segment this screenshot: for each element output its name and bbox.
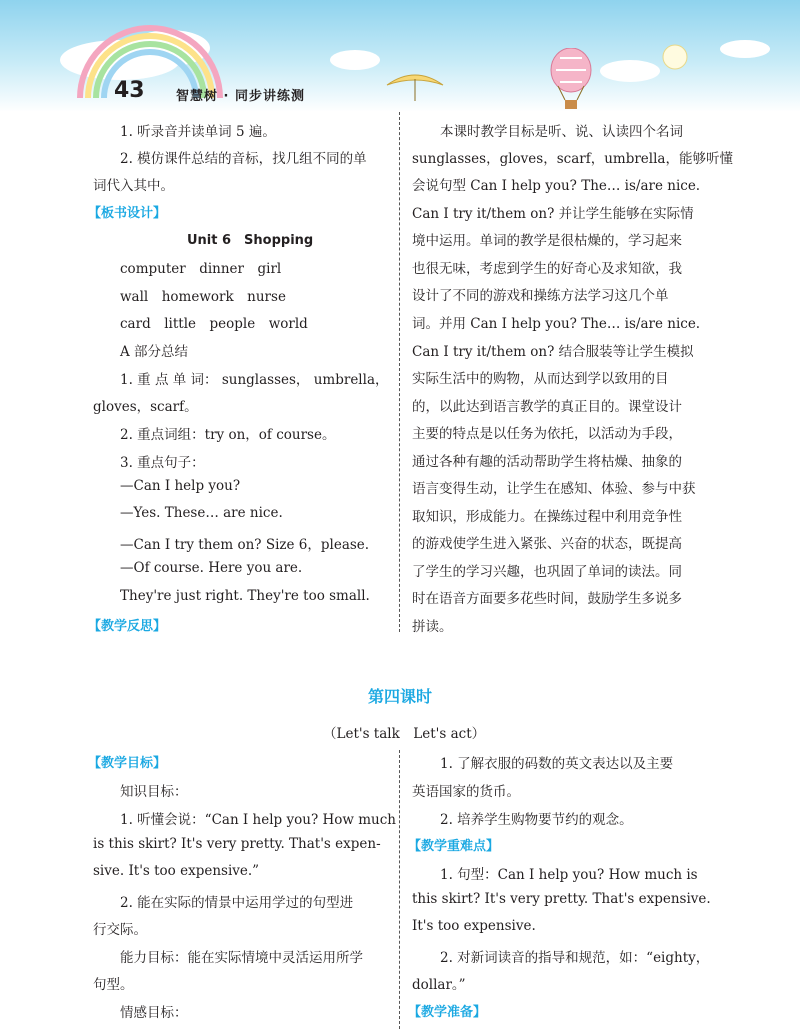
homework-item: 词代入其中。 [93,178,174,194]
key-sentence: —Can I help you? [120,478,241,494]
reflection-line: 会说句型 Can I help you? The… is/are nice. [412,178,701,194]
cloud-decoration [600,60,660,82]
page-number: 43 [114,78,145,103]
goal-line: 2. 能在实际的情景中运用学过的句型进 [120,895,354,911]
reflection-line: 词。并用 Can I help you? The… is/are nice. [412,316,701,332]
reflection-line: 主要的特点是以任务为依托，以活动为手段， [412,426,682,442]
goal-line: 1. 了解衣服的码数的英文表达以及主要 [440,756,674,772]
reflection-line: 语言变得生动，让学生在感知、体验、参与中获 [412,481,696,497]
key-words: 1. 重 点 单 词： sunglasses， umbrella， [120,372,389,388]
preparation-heading: 【教学准备】 [408,1005,487,1020]
key-point-line: 1. 句型：Can I help you? How much is [440,867,698,883]
key-point-line: this skirt? It's very pretty. That's expensive. [412,891,711,907]
homework-item: 2. 模仿课件总结的音标，找几组不同的单 [120,151,367,167]
word-row: wall homework nurse [120,289,286,305]
reflection-line: 了学生的学习兴趣，也巩固了单词的读法。同 [412,564,682,580]
reflection-line: 设计了不同的游戏和操练方法学习这几个单 [412,288,669,304]
sun-icon [660,42,690,72]
goal-label: 知识目标： [120,784,188,800]
glider-icon [385,65,445,105]
cloud-decoration [330,50,380,70]
key-sentence: They're just right. They're too small. [120,588,370,604]
key-point-line: 2. 对新词读音的指导和规范，如：“eighty， [440,950,710,966]
column-divider [399,112,400,632]
reflection-line: 境中运用。单词的教学是很枯燥的，学习起来 [412,233,682,249]
goal-line: sive. It's too expensive.” [93,863,260,879]
goal-line: 英语国家的货币。 [412,784,520,800]
word-row: computer dinner girl [120,261,282,277]
hot-air-balloon-icon [548,48,594,112]
key-point-line: dollar。” [412,977,466,993]
goal-line: 句型。 [93,977,134,993]
key-sentence: —Of course. Here you are. [120,560,303,576]
cloud-decoration [720,40,770,58]
summary-heading: A 部分总结 [120,344,189,360]
key-sentence: —Can I try them on? Size 6，please. [120,537,370,553]
key-point-line: It's too expensive. [412,918,536,934]
goal-line: 2. 培养学生购物要节约的观念。 [440,812,633,828]
goal-line: 行交际。 [93,922,147,938]
reflection-line: 通过各种有趣的活动帮助学生将枯燥、抽象的 [412,454,682,470]
column-divider [399,750,400,1029]
reflection-line: 也很无味，考虑到学生的好奇心及求知欲，我 [412,261,682,277]
board-design-heading: 【板书设计】 [88,206,167,221]
reflection-line: 拼读。 [412,619,453,635]
reflection-line: 的，以此达到语言教学的真正目的。课堂设计 [412,399,682,415]
key-sentences-heading: 3. 重点句子： [120,455,205,471]
reflection-line: sunglasses，gloves，scarf，umbrella，能够听懂 [412,151,733,167]
homework-item: 1. 听录音并读单词 5 遍。 [120,124,276,140]
reflection-line: 的游戏使学生进入紧张、兴奋的状态，既提高 [412,536,682,552]
reflection-line: 时在语音方面要多花些时间，鼓励学生多说多 [412,591,682,607]
lesson-title: 第四课时 [367,687,432,706]
goal-line: 能力目标：能在实际情境中灵活运用所学 [120,950,363,966]
reflection-heading: 【教学反思】 [88,619,167,634]
goal-line: 1. 听懂会说：“Can I help you? How much [120,812,396,828]
key-words: gloves，scarf。 [93,399,198,415]
lesson-subtitle: （Let's talk Let's act） [323,726,486,742]
reflection-line: Can I try it/them on? 并让学生能够在实际情 [412,206,694,222]
goal-label: 情感目标： [120,1005,188,1021]
reflection-line: Can I try it/them on? 结合服装等让学生模拟 [412,344,694,360]
reflection-line: 取知识，形成能力。在操练过程中利用竞争性 [412,509,682,525]
teaching-goals-heading: 【教学目标】 [88,756,167,771]
key-points-heading: 【教学重难点】 [408,839,500,854]
reflection-line: 实际生活中的购物，从而达到学以致用的目 [412,371,669,387]
unit-title: Unit 6 Shopping [187,233,314,248]
reflection-line: 本课时教学目标是听、说、认读四个名词 [440,124,683,140]
word-row: card little people world [120,316,308,332]
key-phrases: 2. 重点词组：try on，of course。 [120,427,336,443]
goal-line: is this skirt? It's very pretty. That's expen- [93,836,381,852]
series-title: 智慧树 · 同步讲练测 [176,89,305,104]
key-sentence: —Yes. These… are nice. [120,505,283,521]
